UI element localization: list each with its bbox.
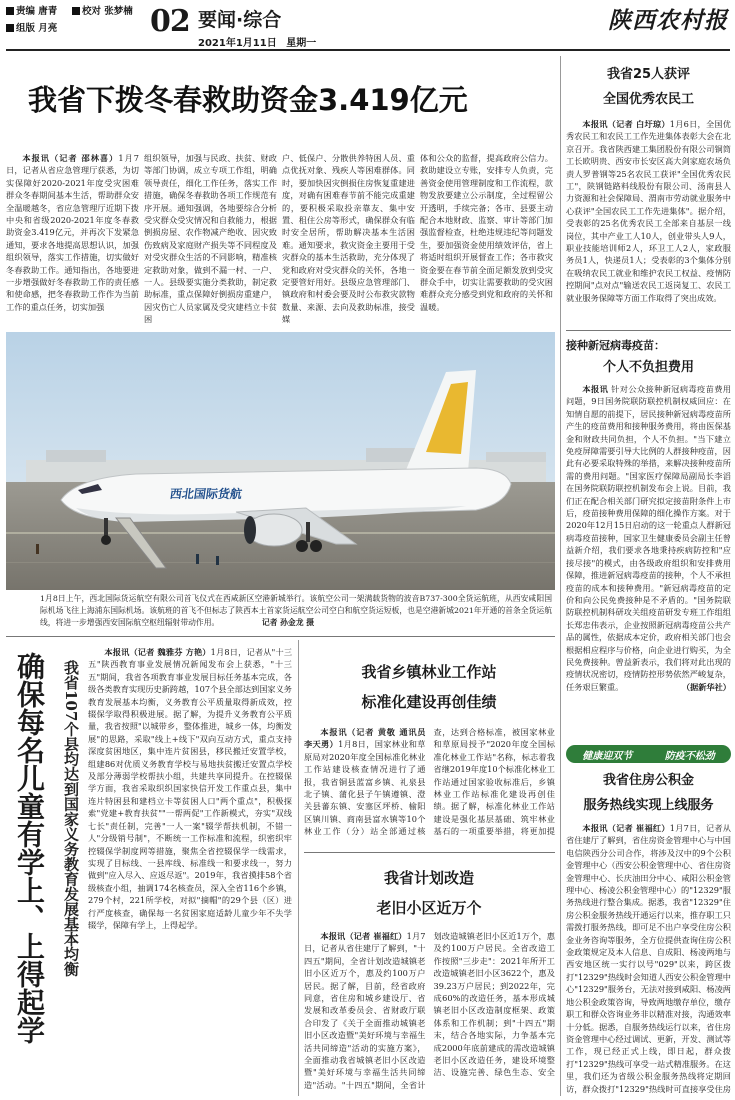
housing-body: 本报讯（记者 崔福红）1月7日，记者从省住建厅了解到，省住房资金管理中心与中国电信陕西分公司合作，将涉及汉中的9个公积金管理中心（西安公积金管理中心、省住房资金管理中心、长庆油田分中心、咸阳公积金管理中心、杨凌公积金管理中心）的"12329"服务热线进行整合集成。据悉，我省"12329"住房公积金服务热线开通运行以来，推存职工只需拨打服务热线，即可足不出户享受住房公积金业务咨询等服务，全方位提供查询住房公积金政策规定及本人信息、自成阳、杨凌两地与西安地区统一实行以号"029"以来，跨区拨打"12329"热线时会知道人西安公积金管理中心"12329"服务台，无法对接到咸阳、杨凌两地公积金政策咨询，导致两地缴存单位，缴存职工和群众咨询业务非以精准对接，沟通效率十分低。据悉，自服务热线运行以来，省住房资金管理中心经过调试、更新，开发、测试等工作，现已经正式上线，即日起，群众拨打"12329"热线可享受一站式精准服务。在这里，我们还为省级公积金服务热线将定期回访，群众拨打"12329"热线时可直接享受住房 xyxy=(566,823,731,1094)
renovation-headline-2: 老旧小区近万个 xyxy=(376,899,482,917)
lead-headline: 我省下拨冬春救助资金3.419亿元 xyxy=(28,83,468,117)
forestry-body: 本报讯（记者 黄敬 通讯员 李天勇）1月8日，国家林业和草原局对2020年度全国标准化林业工作站建设核查情况进行了通报，我省铜县蓝富乡镇、礼泉县北子镇、蒲化县子午镇遵镇、澄关县蕃东镇、安塞区坪桥、榆阳区镇川镇、商南县富水镇等10个林业工作（分）站全部通过核查，达到合格标准，被国家林业和草原局授予"2020年度全国标准化林业工作站"名称，标志着我省继2019年度10个标准化林业工作站通过国家验收标准后，乡镇林业工作站标准化建设再创佳绩。据了解，标准化林业工作站建设是强化基层基础、筑牢林业基石的一项重要举措，将更加提 xyxy=(304,727,555,837)
banner-left-text: 健康迎双节 xyxy=(582,750,633,762)
lead-col-3: 户、低保户、分散供养特困人员、重点优抚对象、残疾人等困难群体。同时，要加快因灾倒损住房恢复重建进度，对确有困难春节前不能完成重建的，要积极采取投亲靠友、集中安置、租住公房等形式，确保群众有临时安全居所，帮助解决基本生活困难。通知要求，救灾资金主要用于受灾群众的基本生活救助，充分体现了党和政府对受灾群众的关怀，各地一定要管好用好。县级应急管理部门、镇政府和村委会要及时公布救灾款物数量、来源、去向及救助标准，接受媒 xyxy=(282,153,415,325)
forestry-headline-2: 标准化建设再创佳绩 xyxy=(361,693,497,711)
paper-name-logo: 陕西农村报 xyxy=(608,7,728,34)
cargo-plane-photo xyxy=(6,332,555,590)
vaccine-headline-2: 个人不负担费用 xyxy=(602,360,694,375)
issue-date xyxy=(198,34,316,49)
masthead-rule xyxy=(6,49,730,51)
education-body: 本报讯（记者 魏雅芬 方艳）1月8日，记者从"十三五"陕西教育事业发展情况新闻发布会上获悉，"十三五"期间，我省各项教育事业发展目标任务基本完成，各级各类教育实现历史新跨越，107个县全部达到国家义务教育发展基本均衡，义务教育公平质量取得新成效，控辍保学取得积极进展。据了解，为提升义务教育公平质量，我省按照"以城带乡，整体推进，城乡一体，均衡发展"的思路，采取"线上+线下"双向互动方式，重点支持深度贫困地区，集中连片贫困县，移民搬迁安置学校，组建86对优质义务教育学校与易地扶贫搬迁安置点学校及部分薄弱学校帮扶小组，共建共享同提升。在控辍保学方面，我省采取织织国家快信开发工作重点县，集中连片特困县和建档立卡等贫困人口"两个重点"，积极探索"党建+教育扶贫""一帮两促"工作新模式，夯实"双线七长"责任制，完善"一人一案"辍学帮扶机制，不错一人"分级销号制"，不断统一工作标准和流程，织密织牢控辍保学制度网等措施，聚焦全省控辍保学一线需求，实现了目标线、一县库线、标准线一和要求线一，努力做到"应入尽入、应返尽返"。2019年，我省摸排58个省级核查小组，抽调174名核查员，深入全省116个乡镇，279个村，221所学校，对拟"摘帽"的29个县（区）进行严度核查，确保每一名贫困家庭适龄儿童少年不失学辍学，保障有学上，上得起学。 xyxy=(88,647,292,930)
photo-rule xyxy=(6,636,555,637)
award-rule xyxy=(566,330,731,331)
credit-editor: 责编 唐青 xyxy=(6,4,57,19)
lead-col-1: 本报讯（记者 邵林喜）1月7日，记者从省应急管理厅获悉，为切实保障好2020-2021年度受灾困难群众冬春期间基本生活，帮助群众安全温暖越冬，省应急管理厅近期下拨中央和省级2020-2021年度冬春救助资金3.419亿元，并再次下发紧急通知，要求各地提高思想认识，加强组织领导，落实工作措施，切实做好冬春救助工作。通知指出，各地要进一步增强做好冬春救助工作的责任感和使命感，把冬春救助工作作为当前工作的重点任务，切实加强 xyxy=(6,153,139,312)
vaccine-body: 本报讯 针对公众接种新冠病毒疫苗费用问题，9日国务院联防联控机制权威回应：在知情自愿的前提下，居民接种新冠病毒疫苗所产生的疫苗费用和接种服务费用，将由医保基金和财政共同负担，个人不负担。"当下建立免疫屏障需要引导大比例的人群接种疫苗，因此有必要采取特殊的举措，来解决接种疫苗所需的费用问题。"国家医疗保障局副局长李滔在国务院联防联控机制发布会上说。目前，我们正在配合相关部门研究拟定接苗附条件上市后，疫苗接种费用保障的细化操作方案。对于2020年12月15日启动的这一轮重点人群新冠病毒疫苗接种，国家卫生健康委员会副主任曾益新介绍，我们要求各地秉持疾病防控和"应接尽接"的模式，由各级政府组织和安排费用保障，推进新冠病毒疫苗的接种，个人不承担疫苗的成本和接种费用。"新冠病毒疫苗的定价和向公民免费接种是不矛盾的。"国务院联防联控机制科研攻关组疫苗研发专班工作组组长郑忠伟表示，企业按照新冠病毒疫苗公共产品的属性，依据成本定价，政府相关部门也会根据相应程序与价格，向企业进行购买，为全民免费接种。曾益新表示，我们将对此出现的疫情状况密切，疫情防控形势依然严峻复杂，任务艰巨繁重。 （据新华社） xyxy=(566,384,731,692)
lead-col-4: 体和公众的监督，提高政府公信力。救助建设立专账，安排专人负责，完善资金使用管理制度和工作流程，款物发放要建立公示制度，全过程留公开透明，手续完备；各市、县要主动配合本地财政、监察、审计等部门加强监督检查，杜绝违规违纪等问题发生，要加强资金使用绩效评估，省上将适时组织开展督查工作；各市救灾资金要在春节前全面足额发放到受灾群众手中，切实让需要救助的受灾困难群众充分感受到党和政府的关怀和温暖。 xyxy=(420,153,553,312)
vaccine-source: （据新华社） xyxy=(681,681,731,692)
photo-credit: 记者 孙金龙 摄 xyxy=(261,618,315,627)
housing-headline-2: 服务热线实现上线服务 xyxy=(583,798,714,813)
housing-headline-1: 我省住房公积金 xyxy=(602,773,694,788)
column-divider xyxy=(560,56,561,1096)
forestry-rule xyxy=(304,852,555,853)
credit-proofreader: 校对 张梦楠 xyxy=(72,4,133,19)
renovation-body: 本报讯（记者 崔福红）1月7日，记者从省住建厅了解到，"十四五"期间，全省计划改造城镇老旧小区近万个，惠及约100万户居民。据了解，目前，经省政府同意，省住房和城乡建设厅、省发展和改革委员会、省财政厅联合印发了《关于全面推动城镇老旧小区改造暨"美好环境与幸福生活共同缔造"活动的实施方案》，全面推动我省城镇老旧小区改造暨"美好环境与幸福生活共同缔造"活动。"十四五"期间，全省计划改造城镇老旧小区近1万个，惠及约100万户居民。全省改造工作按照"三步走"：2021年所开工改造城镇老旧小区3622个，惠及39.23万户居民；到2022年，完成60%的改造任务，基本形成城镇老旧小区改造制度框架、政策体系和工作机制；到"十四五"期末，结合各地实际，力争基本完成2000年底前建成的需改造城镇老旧小区改造任务，建设环境整洁、设施完善、绿色生态、安全 xyxy=(304,931,555,1090)
education-headline: 确保每名儿童有学上、上得起学 xyxy=(13,652,46,1044)
date-text: 2021年1月11日 xyxy=(198,38,277,49)
forestry-headline-1: 我省乡镇林业工作站 xyxy=(361,663,497,681)
education-divider xyxy=(298,640,299,1096)
vaccine-headline-1: 接种新冠病毒疫苗： xyxy=(566,339,665,352)
page-credits xyxy=(6,4,154,48)
award-headline-1: 我省25人获评 xyxy=(606,67,691,82)
health-banner xyxy=(566,745,731,763)
photo-illustration xyxy=(6,332,555,590)
lead-byline: 本报讯（记者 邵林喜） xyxy=(22,153,119,163)
section-title: 要闻·综合 xyxy=(198,9,282,31)
award-body: 本报讯（记者 白圩琼）1月6日，全国优秀农民工和农民工工作先进集体表彰大会在北京召开。我省陕西建工集团股份有限公司铜筒工长欧明贵、西安市长安区高大剑家庭农场负责人罗普钢等25名农民工获评"全国优秀农民工"，陕钢链路料线股份有限公司、汤南县人力资源和社会保障局、渭南市劳动就业服务中心获评"全国农民工工作先进集体"。据介绍，受表彰的25名优秀农民工全部来自基层一线岗位，其中产业工人10人，创业带头人9人，职业技能培训师2人，环卫工人2人，家政服务员1人，快递员1人；受表彰的3个集体分别在吸纳农民工就业和维护农民工权益、疫情防控期间"点对点"输送农民工返岗复工、农民工就业服务保障等方面工作取得了突出成效。 xyxy=(566,119,731,303)
lead-col-2: 组织领导，加强与民政、扶贫、财政等部门协调，成立专项工作组，明确领导责任，细化工作任务，落实工作措施，确保冬春救助各项工作规范有序开展。通知强调，各地要综合分析受灾群众受灾情况和自救能力，根据倒损房屋、农作物减产绝收、因灾致伤致病及家庭财产损失等不同程度及对受灾群众生活的不同影响，精准核定救助对象，做到不漏一村、一户、一人。县级要实施分类救助，制定救助标准，重点保障好倒损房重建户，因灾伤亡人员家属及受灾建档立卡贫困 xyxy=(144,153,277,325)
award-headline-2: 全国优秀农民工 xyxy=(602,92,694,107)
photo-caption: 1月8日上午，西北国际货运航空有限公司首飞仪式在西咸新区空港新城举行。该航空公司一架满载货物的波音B737-300全货运航班，从西安咸阳国际机场飞往上海浦东国际机场。该航班的首飞不但标志了陕西本土首家货运航空公司空白和航空货运短板，也是空港新城2021年开通的首条全货运航线，将进一步增强西安国际航空枢纽辐射带动作用。 记者 孙金龙 摄 xyxy=(40,594,552,627)
renovation-headline-1: 我省计划改造 xyxy=(383,869,474,887)
weekday-text: 星期一 xyxy=(286,38,317,49)
credit-layout: 组版 月亮 xyxy=(6,21,57,36)
education-subhead: 我省107个县均达到国家义务教育发展基本均衡 xyxy=(62,660,80,977)
plane-livery-logo: 西北国际货航 xyxy=(168,487,243,501)
banner-right-text: 防疫不松劲 xyxy=(664,750,715,762)
page-number: 02 xyxy=(150,4,190,39)
